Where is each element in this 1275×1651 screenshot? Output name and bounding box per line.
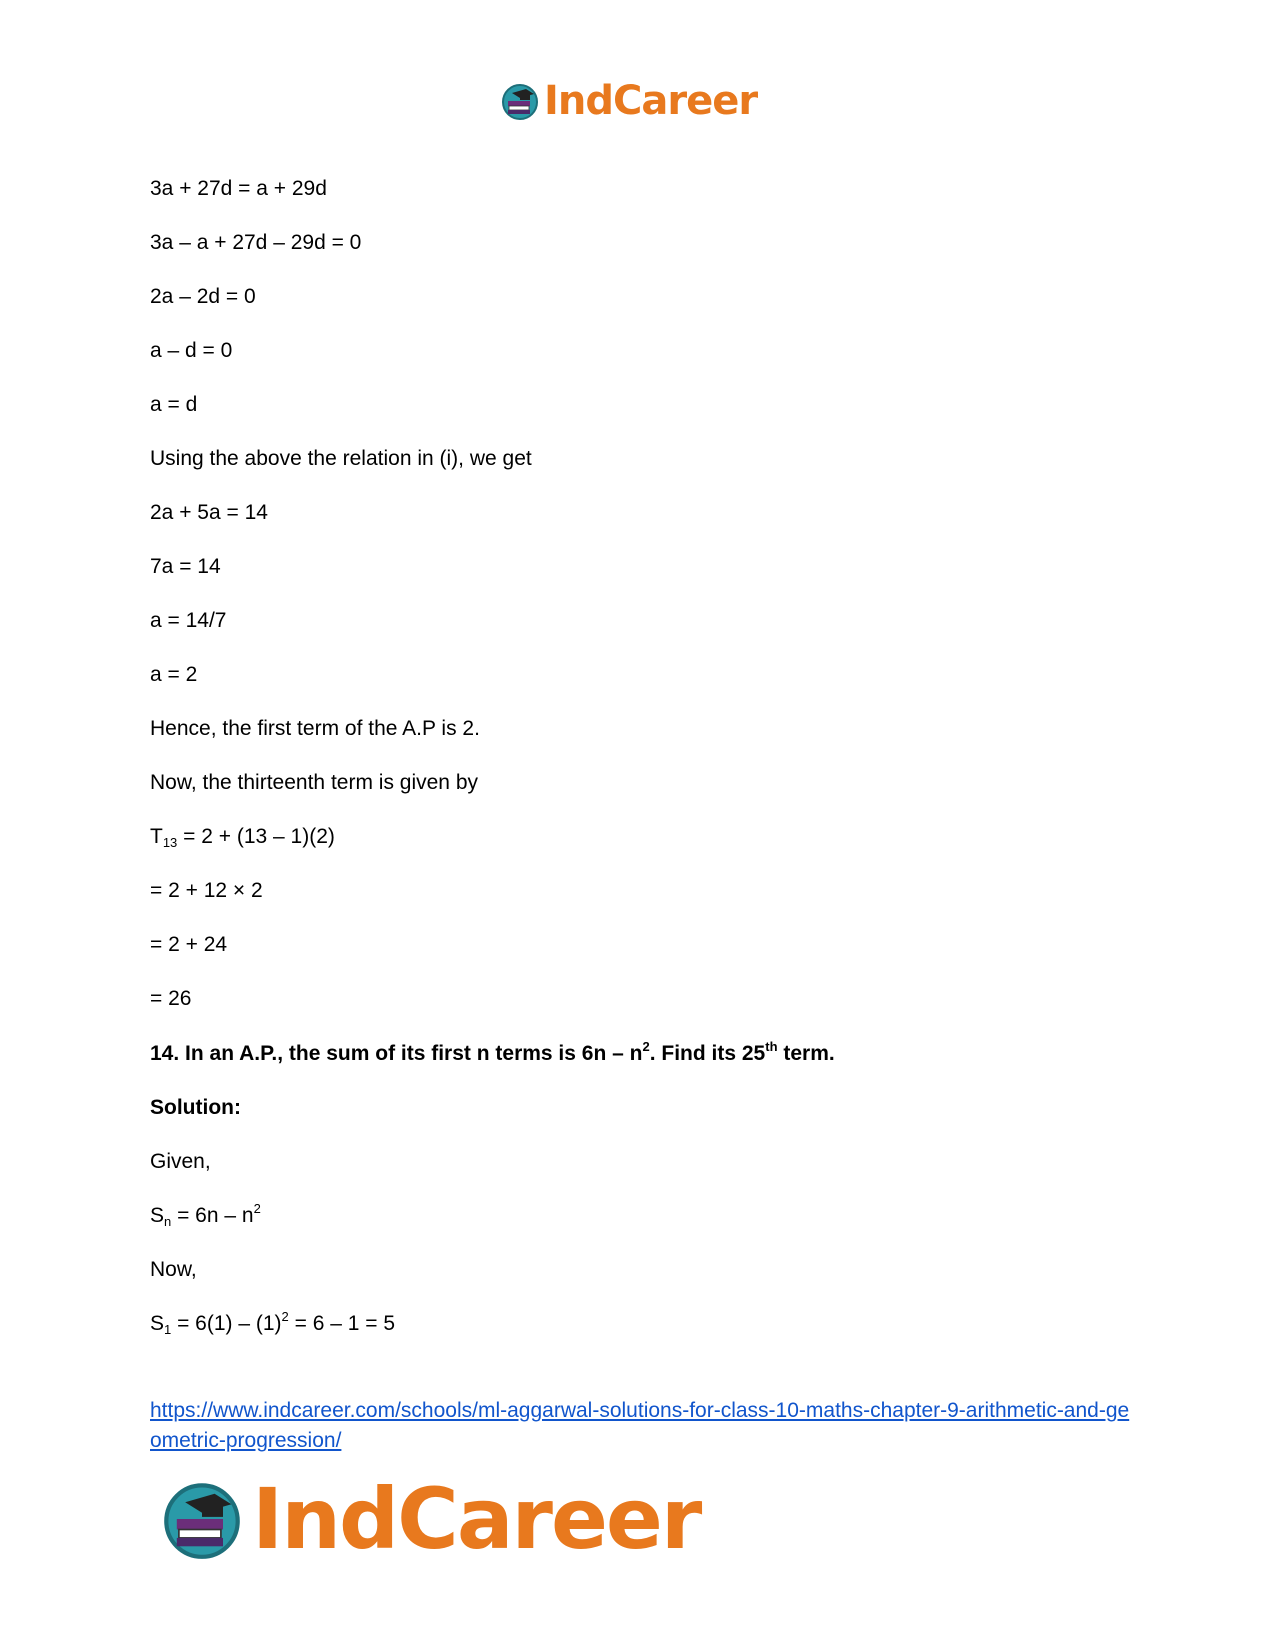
text-line: a = d [150,393,198,416]
text-line: = 26 [150,987,192,1010]
sn-equation: $S_n = 6n - n^2$ [150,1201,261,1229]
text-line: 7a = 14 [150,555,221,578]
text-line: 2a + 5a = 14 [150,501,268,524]
text-line: Now, [150,1258,197,1281]
text-line: a = 2 [150,663,198,686]
source-url-link[interactable]: https://www.indcareer.com/schools/ml-aggarwal-solutions-for-class-10-maths-chapter-9-arithmetic-and-geometric-progression/ [150,1399,1130,1452]
text-line: Now, the thirteenth term is given by [150,771,478,794]
solution-label: Solution: [150,1096,241,1119]
text-line: a = 14/7 [150,609,227,632]
text-line: Hence, the first term of the A.P is 2. [150,717,480,740]
s1-equation: $S_1 = 6(1) - (1)^2 = 6 - 1 = 5$ [150,1309,396,1337]
text-line: a – d = 0 [150,339,233,362]
text-line: Given, [150,1150,211,1173]
text-line: Using the above the relation in (i), we get [150,447,532,470]
book-globe-icon [500,81,540,121]
book-globe-icon [160,1477,244,1561]
text-line: 2a – 2d = 0 [150,285,256,308]
header-logo [500,78,757,124]
brand-name: IndCareer [544,78,758,124]
question-heading: 14. In an A.P., the sum of its first n terms is $6n - n^2$. Find its 25th term. [150,1039,835,1065]
text-line: = 2 + 12 × 2 [150,879,263,902]
text-line: = 2 + 24 [150,933,228,956]
brand-name: IndCareer [252,1470,701,1568]
text-line: 3a – a + 27d – 29d = 0 [150,231,362,254]
text-line: 3a + 27d = a + 29d [150,177,327,200]
t13-equation: $T_{13} = 2 + (13 - 1)(2)$ [150,825,335,850]
footer-logo [160,1470,700,1568]
